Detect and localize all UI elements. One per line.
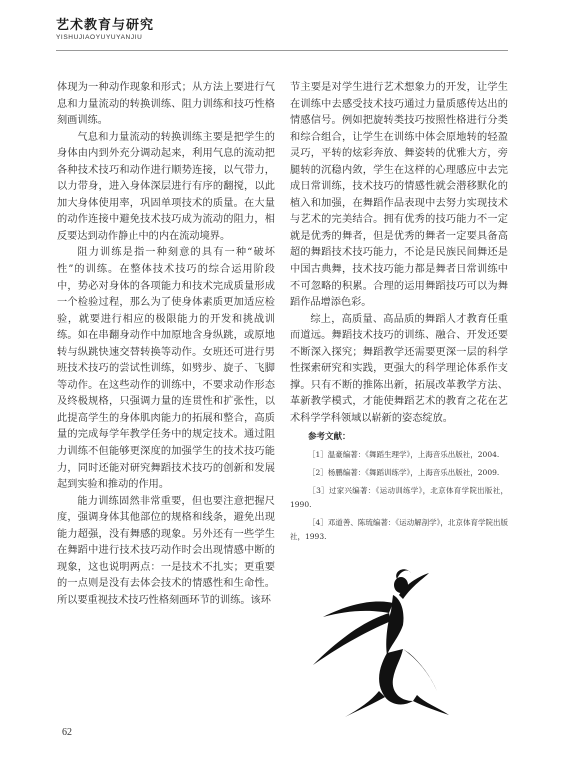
reference-item: ［1］温豪编著：《舞蹈生理学》，上海音乐出版社，2004.: [308, 450, 500, 459]
body-paragraph: 阻力训练是指一种刻意的具有一种“破坏性”的训练。在整体技术技巧的综合运用阶段中，势必对身体的各项能力和技术完成质量形成一个检验过程，那么为了使身体素质更加适应检验，就要进行相应的极限能力的开发和挑战训练。如在串翻身动作中加原地含身纵跳，或原地转与纵跳快速交替转换等动作。女班还可进行男班技术技巧的尝试性训练，如劈步、旋子、飞脚等动作。在这些动作的训练中，不要求动作形态及终极规格，只强调力量的连贯性和扩张性，以此提高学生的身体肌肉能力的拓展和整合，高质量的完成每学年教学任务中的规定技术。通过阻力训练不但能够更深度的加强学生的技术技巧能力，同时还能对研究舞蹈技术技巧的创新和发展起到实验和推动的作用。: [57, 247, 275, 491]
page-number: 62: [62, 727, 72, 738]
body-paragraph: 综上，高质量、高品质的舞蹈人才教育任重而道远。舞蹈技术技巧的训练、融合、开发还要不断深入探究；舞蹈教学还需要更深一层的科学性探索研究和实践，更强大的科学理论体系作支撑。只有不断的推陈出新，拓展改革教学方法、革新教学模式，才能使舞蹈艺术的教育之花在艺术科学学科领域以崭新的姿态绽放。: [290, 313, 508, 424]
references-section: [290, 430, 508, 548]
reference-item: ［2］杨鹏编著：《舞蹈训练学》，上海音乐出版社，2009.: [308, 468, 500, 477]
body-paragraph: 体现为一种动作现象和形式；从方法上要进行气息和力量流动的转换训练、阻力训练和技巧性格刻画训练。: [57, 82, 275, 127]
left-column: [57, 80, 275, 610]
journal-header: [56, 18, 516, 42]
reference-item: ［3］过家兴编著：《运动训练学》，北京体育学院出版社，1990.: [290, 486, 508, 509]
body-paragraph: 节主要是对学生进行艺术想象力的开发，让学生在训练中去感受技术技巧通过力量质感传达出的情感信号。例如把旋转类技巧按照性格进行分类和综合组合，让学生在训练中体会原地转的轻盈灵巧，平转的炫彩奔放、舞姿转的优雅大方，旁腿转的沉稳内敛，学生在这样的心理感应中去完成日常训练，技术技巧的情感性就会潜移默化的植入和加强，在舞蹈作品表现中去努力实现技术与艺术的完美结合。拥有优秀的技巧能力不一定就是优秀的舞者，但是优秀的舞者一定要具备高超的舞蹈技术技巧能力，不论是民族民间舞还是中国古典舞，技术技巧能力都是舞者日常训练中不可忽略的积累。合理的运用舞蹈技巧可以为舞蹈作品增添色彩。: [290, 82, 508, 309]
header-divider: [56, 50, 508, 51]
ink-dancer-illustration: [305, 555, 465, 720]
journal-title: 艺术教育与研究: [56, 18, 155, 33]
right-column: [290, 80, 508, 427]
body-paragraph: 能力训练固然非常重要，但也要注意把握尺度，强调身体其他部位的规格和线条，避免出现能力超强，没有舞感的现象。另外还有一些学生在舞蹈中进行技术技巧动作时会出现情感中断的现象，这也说明两点：一是技术不扎实；更重要的一点则是没有去体会技术的情感性和生命性。所以要重视技术技巧性格刻画环节的训练。该环: [57, 495, 275, 606]
journal-pinyin-title: YISHUJIAOYUYUYANJIU: [56, 34, 143, 41]
reference-item: ［4］邓道善、陈琉编著：《运动解剖学》，北京体育学院出版社，1993.: [290, 518, 508, 541]
body-paragraph: 气息和力量流动的转换训练主要是把学生的身体由内到外充分调动起来，利用气息的流动把各种技术技巧和动作进行顺势连接，以气带力，以力带身，进入身体深层进行有序的翻搅，以此加大身体使用率，巩固单项技术的质量。在大量的动作连接中避免技术技巧成为流动的阻力，相反要达到动作静止中的内在流动境界。: [57, 131, 275, 242]
references-title: 参考文献：: [308, 432, 351, 442]
